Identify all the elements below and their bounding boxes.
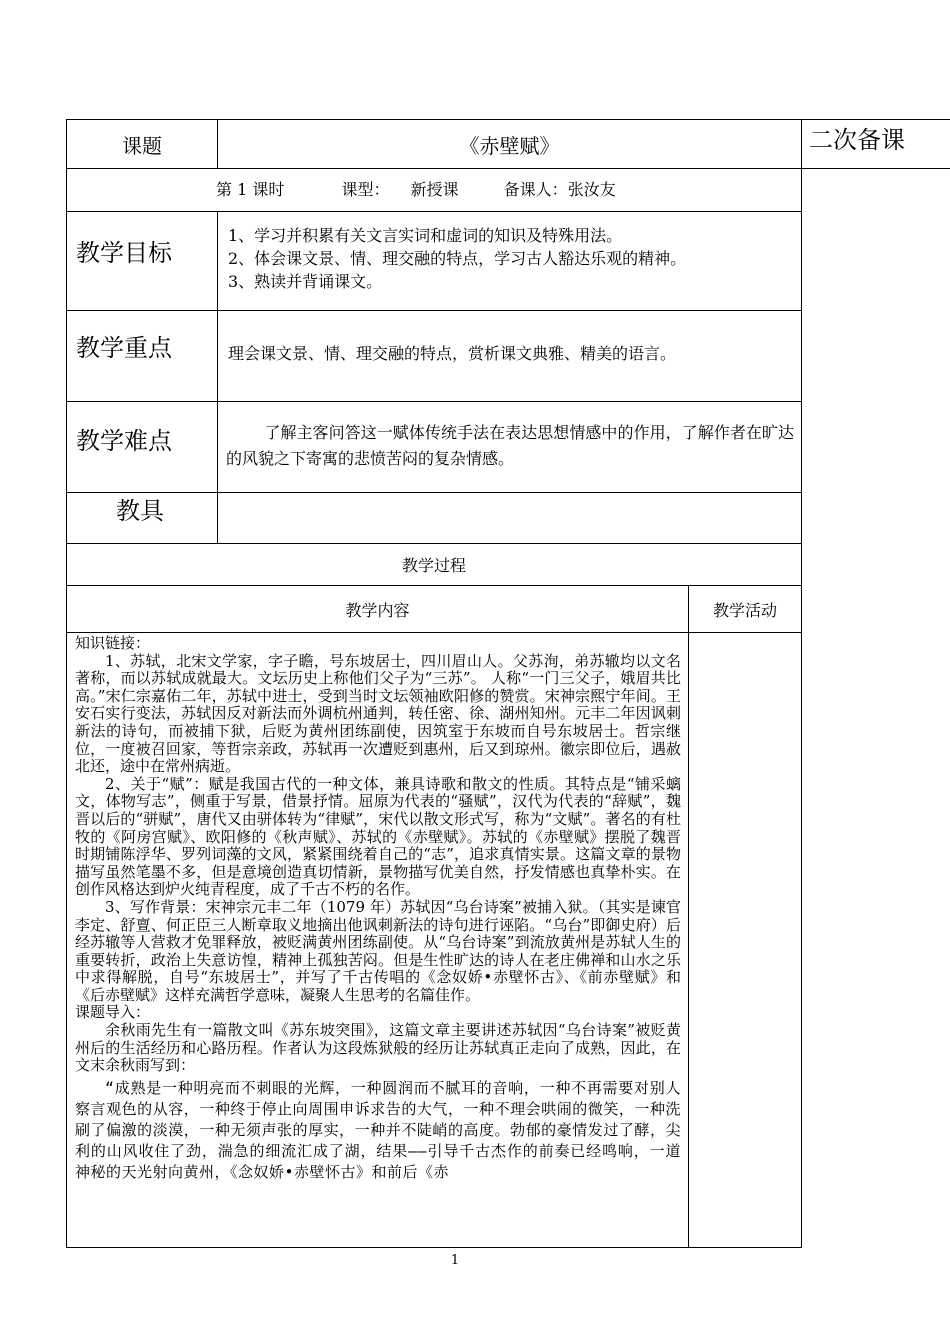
paragraph-fu: 2、关于“赋”：赋是我国古代的一种文体，兼具诗歌和散文的性质。其特点是“铺采螭文，体物写志”，侧重于写景，借景抒情。屈原为代表的“骚赋”，汉代为代表的“辞赋”，魏晋以后的“骈赋”，唐代又由骈体转为“律赋”，宋代以散文形式写，称为“文赋”。著名的有杜牧的《阿房宫赋》、欧阳修的《秋声赋》、苏轼的《赤壁赋》。苏轼的《赤壁赋》摆脱了魏晋时期铺陈浮华、罗列词藻的文风，紧紧围绕着自己的“志”，追求真情实景。这篇文章的景物描写虽然笔墨不多，但是意境创造真切情新，景物描写优美自然，抒发情感也真挚朴实。在创作风格达到炉火纯青程度，成了千古不朽的名作。: [75, 774, 681, 899]
key-points-text: 理会课文景、情、理交融的特点，赏析课文典雅、精美的语言。: [228, 344, 677, 363]
teacher-label: 备课人：: [503, 180, 568, 199]
lesson-type: 新授课: [410, 180, 459, 199]
lesson-number: 第 1 课时: [216, 180, 285, 199]
rule: [801, 119, 802, 1248]
tools-label: 教具: [116, 497, 164, 525]
intro-heading: 课题导入：: [75, 1003, 151, 1022]
rule: [66, 401, 802, 402]
paragraph-intro: 余秋雨先生有一篇散文叫《苏东坡突围》，这篇文章主要讲述苏轼因“乌台诗案”被贬黄州后的生活经历和心路历程。作者认为这段炼狱般的经历让苏轼真正走向了成熟，因此，在文末余秋雨写到：: [75, 1021, 681, 1075]
rule: [66, 492, 802, 493]
rule: [66, 119, 67, 1248]
objective-item: 2、体会课文景、情、理交融的特点，学习古人豁达乐观的精神。: [228, 249, 687, 268]
page-number: 1: [450, 1252, 460, 1268]
quote-passage: “成熟是一种明亮而不刺眼的光辉，一种圆润而不腻耳的音响，一种不再需要对别人察言观色的从容，一种终于停止向周围申诉求告的大气，一种不理会哄闹的微笑，一种洗刷了偏激的淡漠，一种无须声张的厚实，一种并不陡峭的高度。勃郁的豪情发过了酵，尖利的山风收住了劲，湍急的细流汇成了湖，结果——引导千古杰作的前奏已经鸣响，一道神秘的天光射向黄州，《念奴娇•赤壁怀古》和前后《赤: [75, 1078, 681, 1181]
content-header: 教学内容: [345, 600, 410, 620]
rule: [66, 211, 802, 212]
key-points-label: 教学重点: [76, 334, 172, 362]
teaching-content: [75, 635, 681, 1245]
topic-title: 《赤壁赋》: [459, 133, 560, 158]
lesson-type-label: 课型：: [341, 180, 390, 199]
rule: [66, 168, 950, 169]
rule: [66, 1247, 802, 1248]
difficulties-text: 了解主客问答这一赋体传统手法在表达思想情感中的作用，了解作者在旷达的风貌之下寄寓的悲愤苦闷的复杂情感。: [226, 423, 794, 468]
difficulties-label: 教学难点: [76, 427, 172, 455]
rule: [217, 211, 218, 544]
objectives-list: [228, 224, 796, 293]
lesson-info: [216, 178, 796, 204]
paragraph-background: 3、写作背景：宋神宗元丰二年（1079 年）苏轼因“乌台诗案”被捕入狱。（其实是谏官李定、舒亶、何正臣三人断章取义地摘出他讽刺新法的诗句进行诬陷。“乌台”即御史府）后经苏辙等人营救才免罪释放，被贬满黄州团练副使。从“乌台诗案”到流放黄州是苏轼人生的重要转折，政治上失意访惶，精神上孤独苦闷。但是生性旷达的诗人在老庄佛禅和山水之乐中求得解脱，自号“东坡居士”，并写了千古传唱的《念奴娇•赤壁怀古》、《前赤壁赋》和《后赤壁赋》这样充满哲学意味，凝聚人生思考的名篇佳作。: [75, 897, 681, 1004]
topic-label: 课题: [122, 133, 162, 158]
activity-column: [689, 633, 801, 1247]
objective-item: 1、学习并积累有关文言实词和虚词的知识及特殊用法。: [228, 226, 623, 245]
objective-item: 3、熟读并背诵课文。: [228, 272, 383, 291]
activity-header: 教学活动: [712, 600, 777, 620]
teacher-name: 张汝友: [567, 180, 616, 199]
process-label: 教学过程: [401, 556, 466, 575]
rule: [66, 310, 802, 311]
knowledge-heading: 知识链接：: [75, 635, 151, 652]
objectives-label: 教学目标: [76, 239, 172, 267]
paragraph-author: 1、苏轼，北宋文学家，字子瞻，号东坡居士，四川眉山人。父苏洵，弟苏辙均以文名著称，而以苏轼成就最大。文坛历史上称他们父子为“三苏”。 人称“一门三父子，娥眉共比高。”宋仁宗嘉佑二年，苏轼中进士，受到当时文坛领袖欧阳修的赞赏。宋神宗熙宁年间。王安石实行变法，苏轼因反对新法而外调杭州通判，转任密、徐、湖州知州。元丰二年因讽刺新法的诗句，而被捕下狱，后贬为黄州团练副使，因筑室于东坡而自号东坡居士。哲宗继位，一度被召回家，等哲宗亲政，苏轼再一次遭贬到惠州，后又到琼州。徽宗即位后，遇赦北还，途中在常州病逝。: [75, 651, 681, 776]
second-prep-label: 二次备课: [809, 126, 905, 154]
tools-value: [228, 505, 788, 531]
